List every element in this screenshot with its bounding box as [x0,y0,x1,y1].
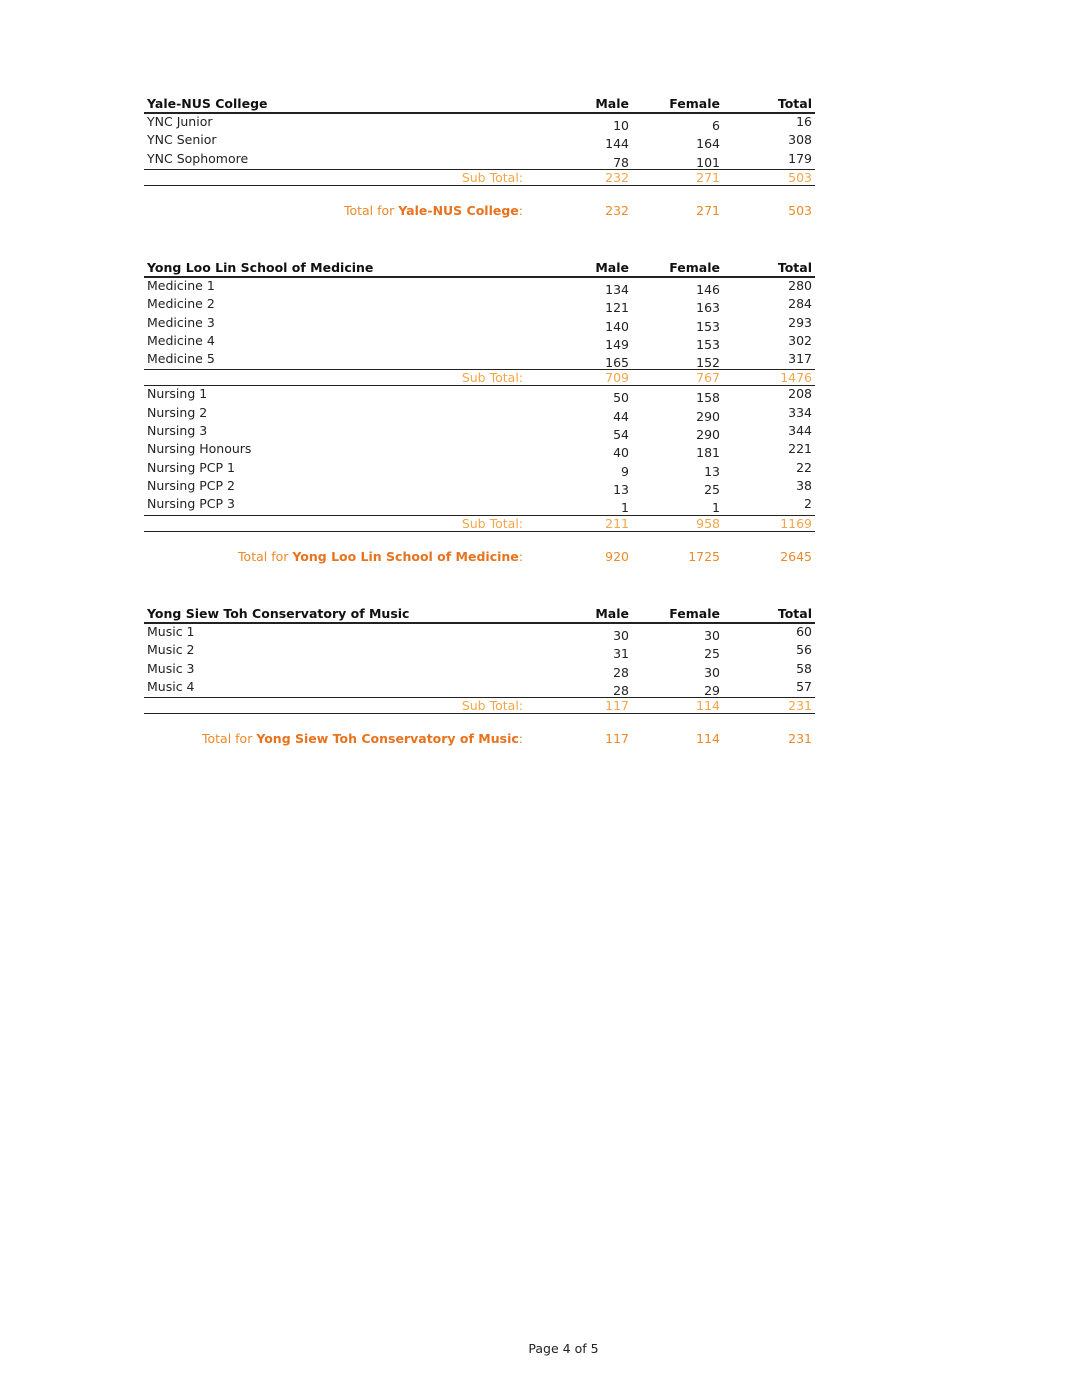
table-row [144,386,815,404]
subtotal-row [144,169,815,186]
row-female: 153 [696,318,720,334]
section-total-label: Total for Yong Loo Lin School of Medicine: [238,548,523,564]
section-header [144,604,815,624]
subtotal-total: 1476 [780,370,812,386]
table-row [144,405,815,423]
col-total-header: Total [777,606,812,621]
section-header [144,94,815,114]
subtotal-total: 1169 [780,515,812,531]
row-female: 146 [696,282,720,297]
subtotal-row [144,369,815,386]
subtotal-female: 114 [696,698,720,714]
row-total: 60 [796,624,812,639]
col-female-header: Female [669,606,720,621]
row-total: 308 [788,132,812,148]
row-total: 344 [788,423,812,439]
col-total-header: Total [777,96,812,111]
table-row [144,296,815,314]
section-title: Yong Siew Toh Conservatory of Music [147,606,410,621]
row-total: 16 [796,114,812,129]
subtotal-label: Sub Total: [461,515,523,531]
table-row [144,351,815,369]
row-label: Music 1 [147,624,195,639]
row-female: 152 [696,355,720,371]
section-total-label: Total for Yale-NUS College: [343,202,523,218]
table-row [144,460,815,478]
row-total: 58 [796,660,812,676]
row-female: 30 [704,628,720,643]
section-yale-nus [144,94,815,220]
section-total-row [144,730,815,748]
row-label: Music 2 [147,642,195,658]
table-row [144,315,815,333]
row-female: 158 [696,390,720,406]
table-row [144,624,815,642]
section-total-row [144,548,815,566]
row-label: Medicine 4 [147,332,215,348]
table-row [144,132,815,150]
col-total-header: Total [777,260,812,275]
section-medicine [144,258,815,566]
table-row [144,423,815,441]
row-male: 54 [613,427,629,443]
subtotal-label: Sub Total: [461,370,523,386]
row-male: 50 [613,390,629,406]
row-male: 121 [605,300,629,316]
section-total-total: 2645 [780,548,812,564]
table-row [144,151,815,169]
table-row [144,114,815,132]
section-title: Yale-NUS College [147,96,268,111]
row-male: 149 [605,336,629,352]
row-female: 290 [696,408,720,424]
section-title: Yong Loo Lin School of Medicine [147,260,374,275]
row-label: Medicine 2 [147,296,215,312]
row-label: Nursing PCP 2 [147,477,235,493]
col-male-header: Male [595,96,629,111]
section-total-female: 271 [696,202,720,218]
page-footer [0,1341,1080,1356]
section-total-male: 117 [605,731,629,747]
subtotal-male: 117 [605,698,629,714]
row-female: 163 [696,300,720,316]
subtotal-male: 211 [605,515,629,531]
section-total-total: 231 [788,731,812,747]
subtotal-male: 709 [605,370,629,386]
section-total-row [144,202,815,220]
row-male: 13 [613,481,629,497]
row-female: 101 [696,154,720,170]
row-label: Nursing 2 [147,404,208,420]
row-total: 179 [788,150,812,166]
row-total: 208 [788,386,812,402]
col-male-header: Male [595,606,629,621]
row-label: Nursing PCP 1 [147,459,235,475]
row-male: 78 [613,154,629,170]
subtotal-female: 767 [696,370,720,386]
row-label: Medicine 5 [147,351,215,367]
row-female: 25 [704,646,720,662]
subtotal-row [144,697,815,714]
row-female: 164 [696,136,720,152]
row-total: 293 [788,314,812,330]
row-label: Nursing 3 [147,423,208,439]
row-female: 1 [712,500,720,516]
row-female: 30 [704,664,720,680]
row-label: Music 3 [147,660,195,676]
row-male: 165 [605,355,629,371]
row-male: 44 [613,408,629,424]
row-male: 28 [613,664,629,680]
table-row [144,441,815,459]
table-row [144,661,815,679]
row-label: Medicine 3 [147,314,215,330]
row-female: 153 [696,336,720,352]
section-total-label: Total for Yong Siew Toh Conservatory of Music: [201,731,523,747]
subtotal-female: 271 [696,169,720,185]
row-total: 56 [796,642,812,658]
subtotal-label: Sub Total: [461,169,523,185]
subtotal-label: Sub Total: [461,698,523,714]
row-male: 134 [605,282,629,297]
section-total-male: 232 [605,202,629,218]
row-female: 25 [704,481,720,497]
col-female-header: Female [669,260,720,275]
row-total: 2 [804,496,812,512]
row-total: 280 [788,278,812,293]
row-male: 1 [621,500,629,516]
section-total-male: 920 [605,548,629,564]
row-total: 302 [788,332,812,348]
row-total: 284 [788,296,812,312]
col-male-header: Male [595,260,629,275]
row-label: YNC Senior [147,132,217,148]
row-total: 317 [788,351,812,367]
row-label: Nursing 1 [147,386,208,402]
row-label: Nursing PCP 3 [147,496,235,512]
row-label: Medicine 1 [147,278,215,293]
row-male: 9 [621,463,629,479]
row-male: 30 [613,628,629,643]
row-label: Music 4 [147,678,195,694]
section-total-female: 1725 [688,548,720,564]
row-total: 22 [796,459,812,475]
table-row [144,679,815,697]
row-female: 290 [696,427,720,443]
row-female: 13 [704,463,720,479]
row-label: Nursing Honours [147,441,252,457]
section-total-total: 503 [788,202,812,218]
row-total: 221 [788,441,812,457]
row-total: 38 [796,477,812,493]
section-header [144,258,815,278]
subtotal-female: 958 [696,515,720,531]
subtotal-row [144,515,815,532]
row-male: 140 [605,318,629,334]
section-total-female: 114 [696,731,720,747]
table-row [144,333,815,351]
table-row [144,496,815,514]
row-female: 181 [696,445,720,461]
row-male: 10 [613,118,629,133]
row-male: 31 [613,646,629,662]
page-number: Page 4 of 5 [528,1341,599,1356]
row-female: 6 [712,118,720,133]
row-total: 334 [788,404,812,420]
table-row [144,642,815,660]
row-label: YNC Sophomore [147,150,249,166]
row-total: 57 [796,678,812,694]
row-male: 144 [605,136,629,152]
table-row [144,478,815,496]
table-row [144,278,815,296]
subtotal-total: 231 [788,698,812,714]
subtotal-male: 232 [605,169,629,185]
row-female: 29 [704,682,720,698]
row-male: 28 [613,682,629,698]
subtotal-total: 503 [788,169,812,185]
row-male: 40 [613,445,629,461]
section-music [144,604,815,748]
row-label: YNC Junior [147,114,213,129]
col-female-header: Female [669,96,720,111]
